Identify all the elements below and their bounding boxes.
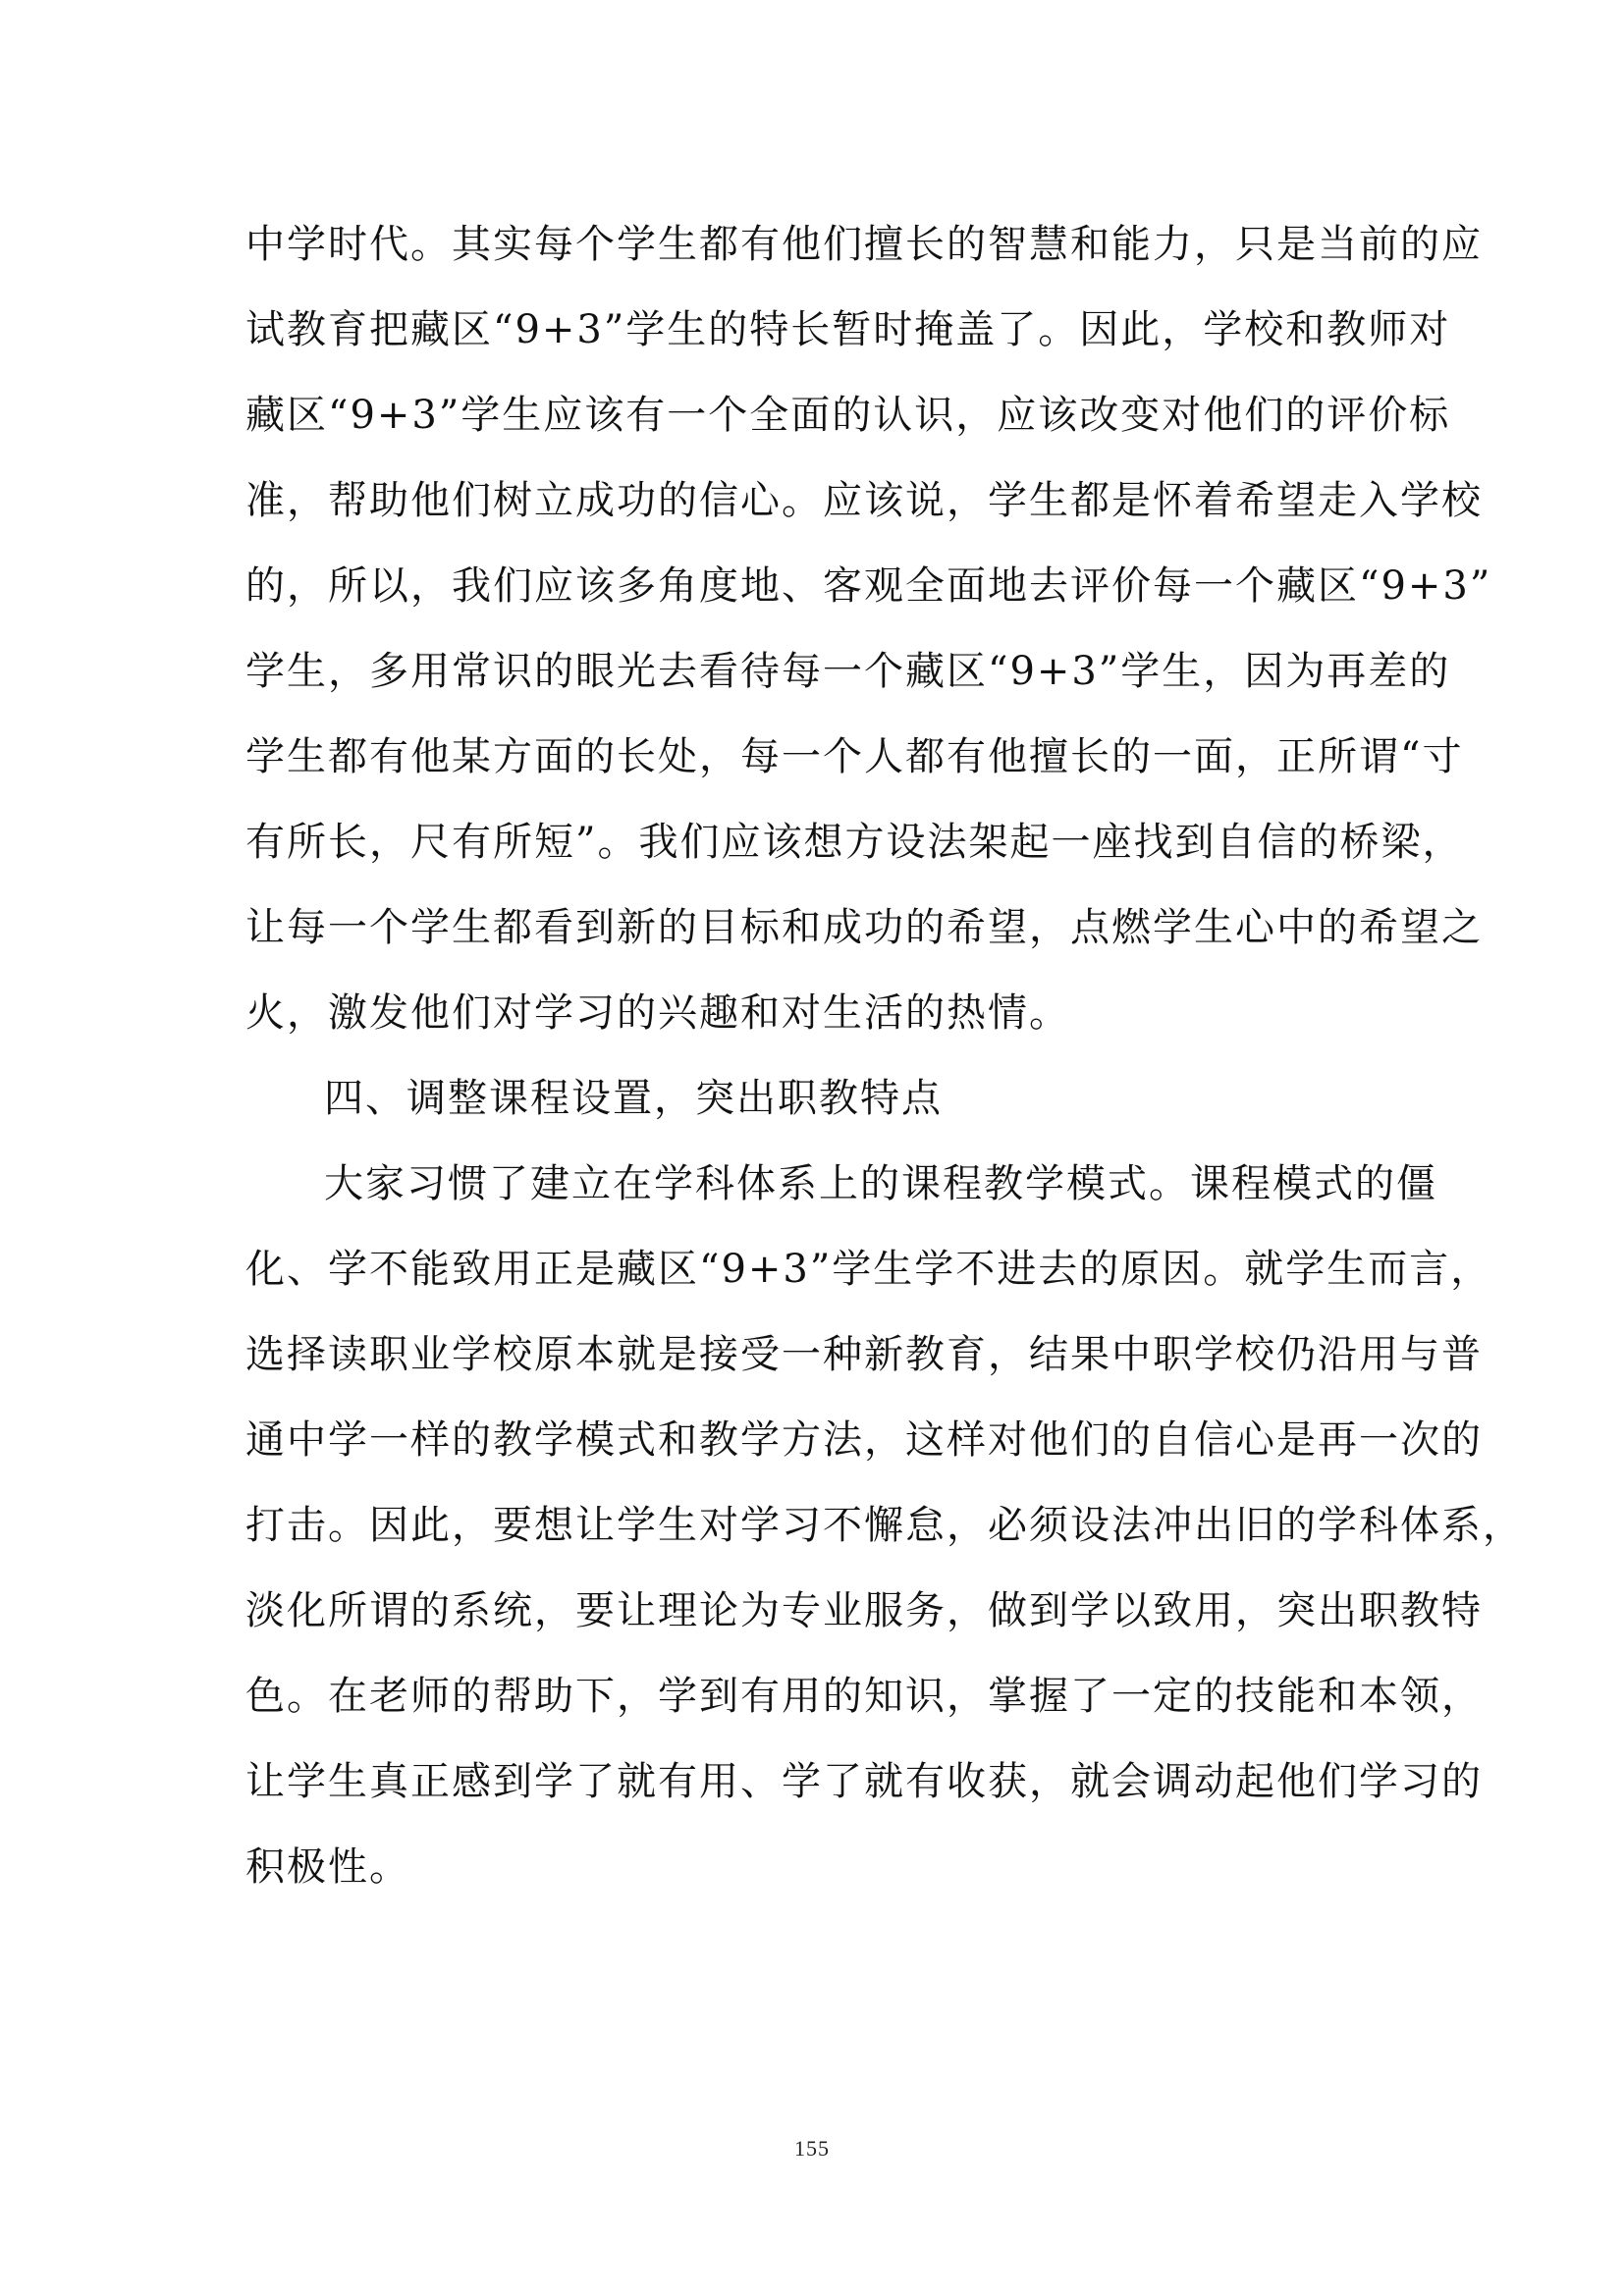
paragraph-line: 打击。因此，要想让学生对学习不懈怠，必须设法冲出旧的学科体系， (245, 1503, 1524, 1548)
paragraph-line: 淡化所谓的系统，要让理论为专业服务，做到学以致用，突出职教特 (245, 1588, 1483, 1633)
paragraph-line: 让学生真正感到学了就有用、学了就有收获，就会调动起他们学习的 (245, 1759, 1483, 1804)
paragraph-line: 让每一个学生都看到新的目标和成功的希望，点燃学生心中的希望之 (245, 905, 1483, 950)
paragraph-line: 通中学一样的教学模式和教学方法，这样对他们的自信心是再一次的 (245, 1417, 1483, 1463)
paragraph-line: 学生，多用常识的眼光去看待每一个藏区“9+3”学生，因为再差的 (245, 649, 1451, 694)
paragraph-line: 化、学不能致用正是藏区“9+3”学生学不进去的原因。就学生而言， (245, 1247, 1492, 1292)
paragraph-line: 选择读职业学校原本就是接受一种新教育，结果中职学校仍沿用与普 (245, 1332, 1483, 1377)
paragraph-line: 试教育把藏区“9+3”学生的特长暂时掩盖了。因此，学校和教师对 (245, 307, 1451, 352)
paragraph-line: 中学时代。其实每个学生都有他们擅长的智慧和能力，只是当前的应 (245, 222, 1483, 267)
paragraph-line: 准，帮助他们树立成功的信心。应该说，学生都是怀着希望走入学校 (245, 478, 1483, 523)
paragraph-line: 积极性。 (245, 1844, 410, 1890)
paragraph-line: 有所长，尺有所短”。我们应该想方设法架起一座找到自信的桥梁， (245, 820, 1464, 865)
paragraph-line: 火，激发他们对学习的兴趣和对生活的热情。 (245, 990, 1070, 1036)
paragraph-line: 色。在老师的帮助下，学到有用的知识，掌握了一定的技能和本领， (245, 1674, 1483, 1719)
paragraph-line: 的，所以，我们应该多角度地、客观全面地去评价每一个藏区“9+3” (245, 563, 1492, 609)
section-heading: 四、调整课程设置，突出职教特点 (324, 1076, 943, 1121)
paragraph-line: 藏区“9+3”学生应该有一个全面的认识，应该改变对他们的评价标 (245, 393, 1451, 438)
body-text (245, 202, 1524, 1910)
paragraph-2 (245, 1142, 1524, 1910)
paragraph-1 (245, 202, 1492, 1056)
paragraph-line: 大家习惯了建立在学科体系上的课程教学模式。课程模式的僵 (324, 1161, 1437, 1206)
page-number: 155 (794, 2136, 830, 2161)
paragraph-line: 学生都有他某方面的长处，每一个人都有他擅长的一面，正所谓“寸 (245, 734, 1464, 779)
